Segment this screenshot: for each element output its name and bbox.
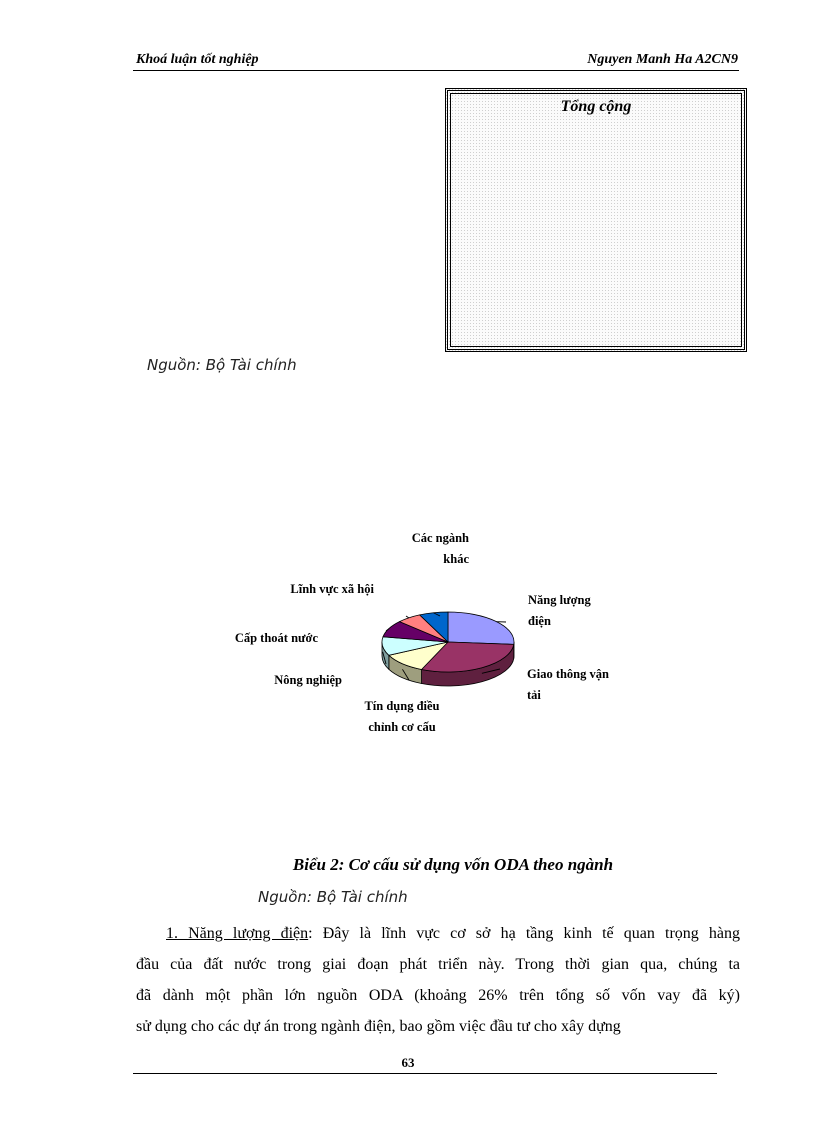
header-title: Khoá luận tốt nghiệp [136,52,259,67]
pie-slice [448,612,514,644]
total-box [445,88,747,352]
pie-slice-label: Tín dụng điều [364,699,440,713]
header-divider [133,70,739,71]
pie-chart-svg [180,530,660,760]
body-line-3: đã dành một phần lớn nguồn ODA (khoảng 26% trên tổng số vốn vay đã ký) [136,987,740,1004]
pie-slice-label: khác [443,552,469,566]
page-number: 63 [401,1055,415,1070]
section-heading: 1. Năng lượng điện [166,925,309,942]
body-line-2: đầu của đất nước trong giai đoạn phát triển này. Trong thời gian qua, chúng ta [136,956,740,973]
pie-slice-label: điện [528,614,551,628]
chart-caption [0,855,816,875]
source-note: Nguồn: Bộ Tài chính [147,356,297,374]
total-box-title: Tổng cộng [560,98,632,115]
pie-slice-label: Cấp thoát nước [234,631,318,645]
body-paragraph [136,918,740,1042]
body-line-4: sử dụng cho các dự án trong ngành điện, bao gồm việc đầu tư cho xây dựng [136,1018,621,1035]
pie-slice-label: Lĩnh vực xã hội [290,582,374,596]
pie-slice-label: Giao thông vận [527,667,609,681]
pie-slice-label: tải [527,688,541,702]
chart-caption-text: Biểu 2: Cơ cấu sử dụng vốn ODA theo ngành [292,855,614,874]
header-author: Nguyen Manh Ha A2CN9 [587,52,738,67]
pie-chart [180,530,660,760]
pie-top-group [382,612,514,672]
pie-slice-label: Năng lượng [528,593,591,607]
pie-leader-line [406,616,409,618]
body-line-1: : Đây là lĩnh vực cơ sở hạ tầng kinh tế quan trọng hàng [308,925,741,942]
pie-slice-label: Các ngành [411,531,469,545]
pie-slice-label: Nông nghiệp [274,673,342,687]
pie-slice-label: chỉnh cơ cấu [368,720,436,734]
body-line [136,918,740,949]
footer-divider [133,1073,717,1074]
chart-source-note: Nguồn: Bộ Tài chính [258,888,408,906]
